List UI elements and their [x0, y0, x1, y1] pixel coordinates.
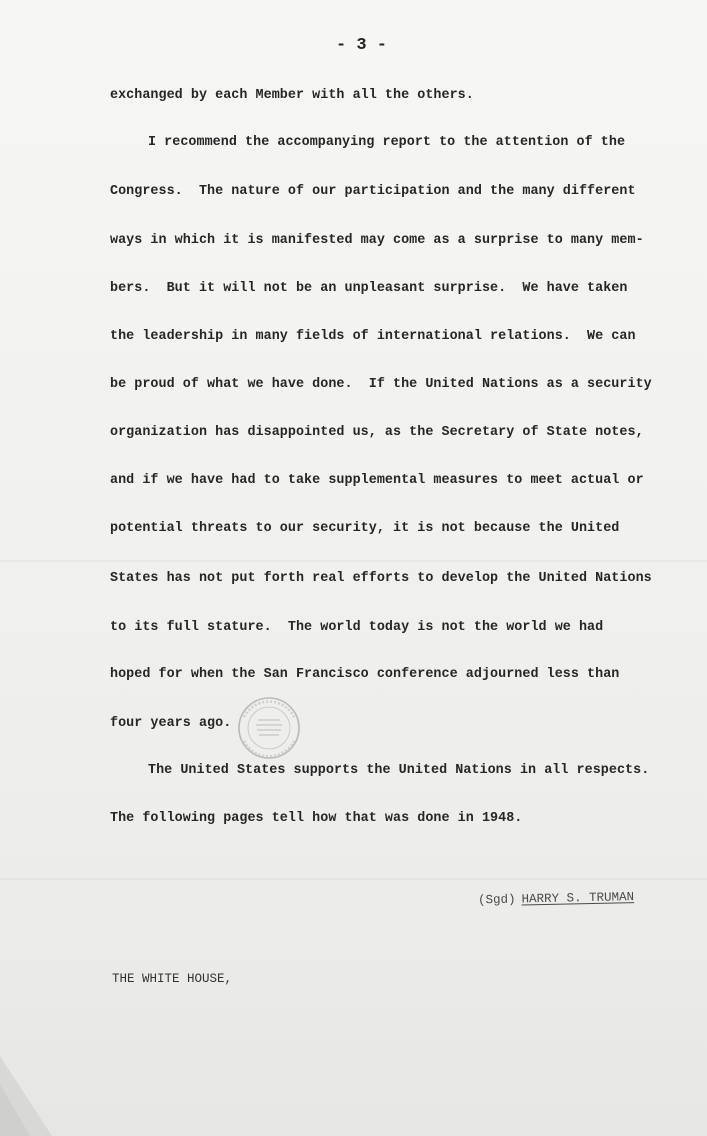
- body-line: and if we have had to take supplemental measures to meet actual or: [110, 473, 644, 488]
- body-line: Congress. The nature of our participation and the many different: [110, 184, 636, 199]
- archive-stamp-seal: [232, 693, 306, 763]
- body-line: ways in which it is manifested may come as a surprise to many mem-: [110, 233, 644, 248]
- body-line: be proud of what we have done. If the United Nations as a security: [110, 377, 652, 392]
- body-line: potential threats to our security, it is not because the United: [110, 521, 620, 536]
- body-line: four years ago.: [110, 716, 232, 731]
- page-number: - 3 -: [336, 36, 388, 55]
- body-line: I recommend the accompanying report to the attention of the: [148, 135, 626, 150]
- body-line: the leadership in many fields of international relations. We can: [110, 329, 636, 344]
- body-line: to its full stature. The world today is not the world we had: [110, 620, 604, 635]
- signature-prefix: (Sgd): [477, 892, 516, 908]
- signature-block: [448, 876, 635, 922]
- body-line: organization has disappointed us, as the Secretary of State notes,: [110, 425, 644, 440]
- paper-fold: [0, 560, 707, 562]
- body-line: hoped for when the San Francisco conference adjourned less than: [110, 667, 620, 682]
- folded-corner: [0, 1044, 60, 1136]
- body-line: The United States supports the United Nations in all respects.: [148, 763, 650, 778]
- body-line: States has not put forth real efforts to develop the United Nations: [110, 571, 652, 586]
- body-line: exchanged by each Member with all the others.: [110, 88, 474, 103]
- dateline: THE WHITE HOUSE,: [112, 972, 233, 986]
- body-line: bers. But it will not be an unpleasant surprise. We have taken: [110, 281, 628, 296]
- body-line: The following pages tell how that was done in 1948.: [110, 811, 523, 826]
- signature-name: HARRY S. TRUMAN: [521, 890, 635, 907]
